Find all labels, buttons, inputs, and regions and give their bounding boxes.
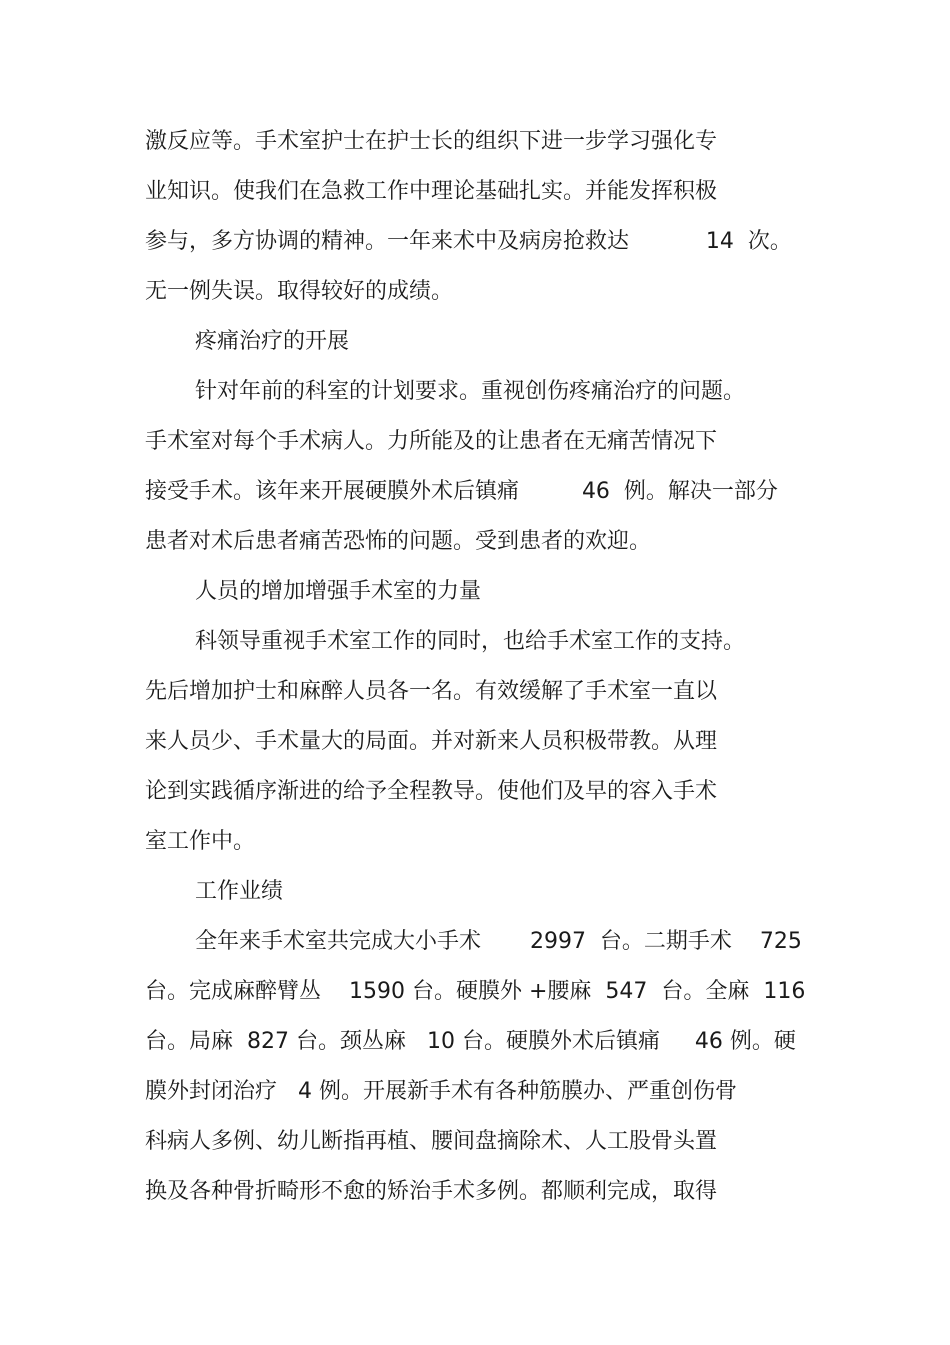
- paragraph-line: 台。完成麻醉臂丛 1590 台。硬膜外 +腰麻 547 台。全麻 116: [145, 979, 806, 1004]
- paragraph-line: 患者对术后患者痛苦恐怖的问题。受到患者的欢迎。: [145, 529, 652, 554]
- paragraph-line: 接受手术。该年来开展硬膜外术后镇痛 46 例。解决一部分: [145, 479, 778, 504]
- section-heading: 工作业绩: [195, 879, 284, 904]
- paragraph-line: 手术室对每个手术病人。力所能及的让患者在无痛苦情况下: [145, 429, 718, 454]
- paragraph-line: 换及各种骨折畸形不愈的矫治手术多例。都顺利完成，取得: [145, 1179, 718, 1204]
- paragraph-line: 论到实践循序渐进的给予全程教导。使他们及早的容入手术: [145, 779, 718, 804]
- paragraph-line: 激反应等。手术室护士在护士长的组织下进一步学习强化专: [145, 129, 718, 154]
- paragraph-line: 无一例失误。取得较好的成绩。: [145, 279, 454, 304]
- paragraph-line: 参与，多方协调的精神。一年来术中及病房抢救达 14 次。: [145, 229, 792, 254]
- paragraph-line: 科病人多例、幼儿断指再植、腰间盘摘除术、人工股骨头置: [145, 1129, 718, 1154]
- section-heading: 人员的增加增强手术室的力量: [195, 579, 482, 604]
- paragraph-line: 来人员少、手术量大的局面。并对新来人员积极带教。从理: [145, 729, 718, 754]
- paragraph-line: 先后增加护士和麻醉人员各一名。有效缓解了手术室一直以: [145, 679, 718, 704]
- paragraph-line: 室工作中。: [145, 829, 256, 854]
- paragraph-line: 针对年前的科室的计划要求。重视创伤疼痛治疗的问题。: [195, 379, 746, 404]
- paragraph-line: 膜外封闭治疗 4 例。开展新手术有各种筋膜办、严重创伤骨: [145, 1079, 737, 1104]
- paragraph-line: 全年来手术室共完成大小手术 2997 台。二期手术 725: [195, 929, 802, 954]
- paragraph-line: 业知识。使我们在急救工作中理论基础扎实。并能发挥积极: [145, 179, 718, 204]
- paragraph-line: 科领导重视手术室工作的同时，也给手术室工作的支持。: [195, 629, 746, 654]
- paragraph-line: 台。局麻 827 台。颈丛麻 10 台。硬膜外术后镇痛 46 例。硬: [145, 1029, 796, 1054]
- section-heading: 疼痛治疗的开展: [195, 329, 350, 354]
